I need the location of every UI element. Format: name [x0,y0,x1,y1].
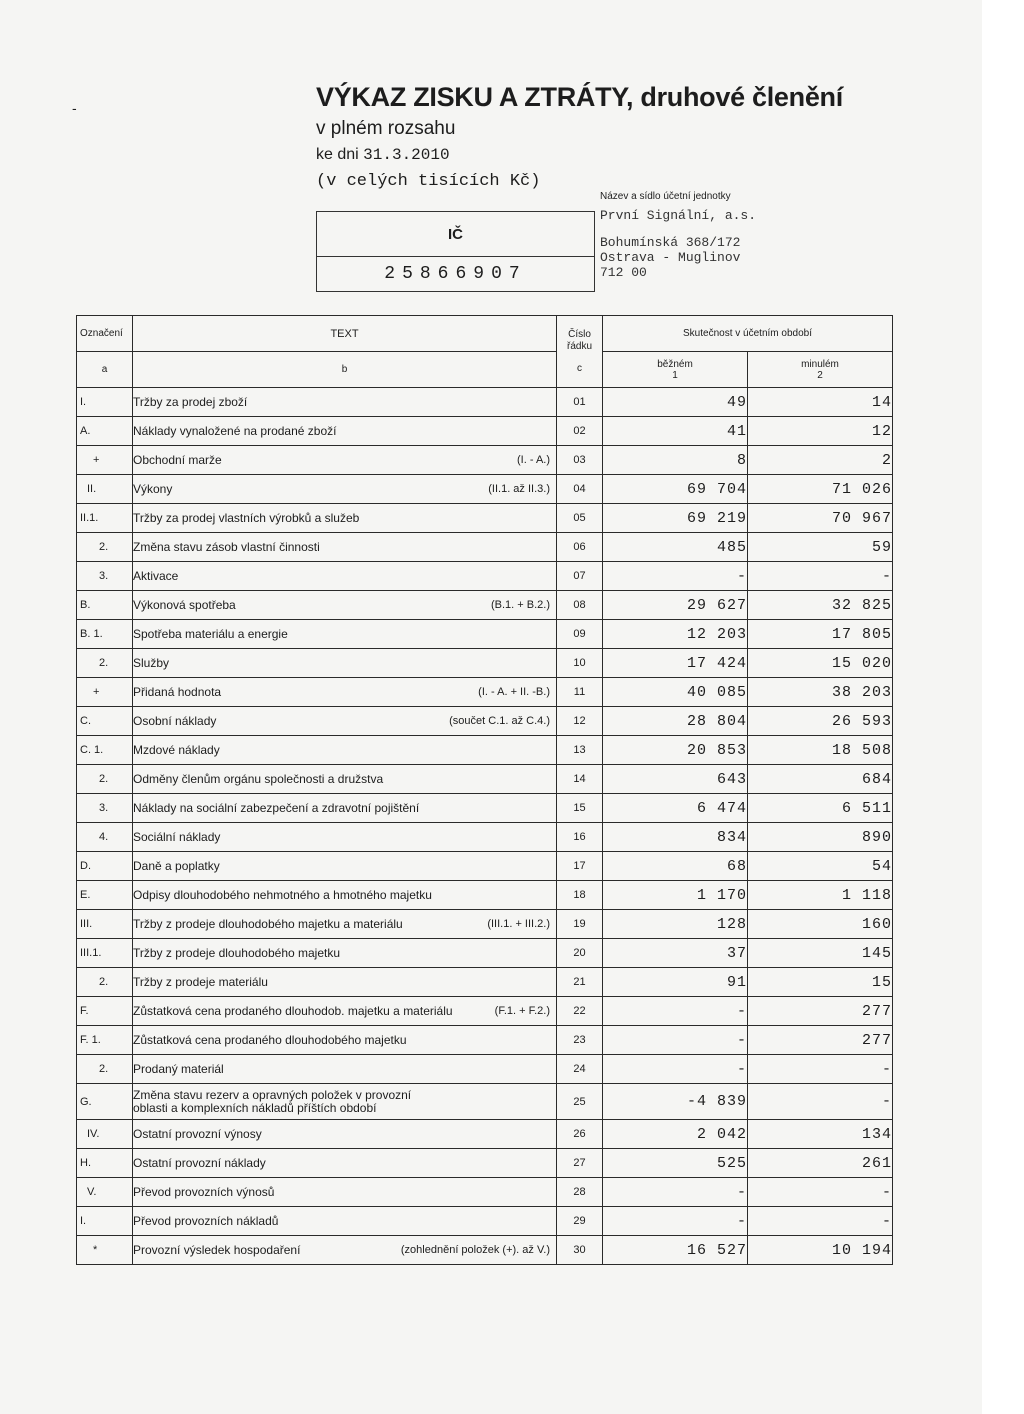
row-current-value: - [603,1207,748,1236]
row-text: Ostatní provozní výnosy [133,1127,262,1141]
row-line-number: 08 [557,591,603,620]
row-text-cell [133,1084,557,1120]
ic-box [316,211,595,292]
row-formula-note: (součet C.1. až C.4.) [449,715,550,727]
row-mark: I. [77,1207,133,1236]
row-current-value: - [603,1178,748,1207]
row-mark: H. [77,1149,133,1178]
page-subtitle: v plném rozsahu [316,118,456,139]
row-text-cell [133,1236,557,1265]
header-bezne: běžném [657,358,693,370]
row-text: Zůstatková cena prodaného dlouhodob. majetku a materiálu [133,1004,453,1018]
header-n1: 1 [672,369,678,381]
table-row [77,591,893,620]
row-previous-value: 54 [748,852,893,881]
row-text: Odměny členům orgánu společnosti a družstva [133,772,384,786]
row-text-cell [133,533,557,562]
row-current-value: 6 474 [603,794,748,823]
page-edge [982,0,1024,1414]
row-mark: 2. [77,649,133,678]
row-line-number: 27 [557,1149,603,1178]
row-formula-note: (zohlednění položek (+). až V.) [400,1244,550,1256]
row-previous-value: 261 [748,1149,893,1178]
row-text: Ostatní provozní náklady [133,1156,266,1170]
row-formula-note: (I. - A.) [517,454,550,466]
table-row [77,736,893,765]
row-text-cell [133,852,557,881]
row-text: Výkony [133,482,173,496]
row-line-number: 06 [557,533,603,562]
row-text-cell [133,707,557,736]
row-formula-note: (III.1. + III.2.) [487,918,550,930]
row-mark: III. [77,910,133,939]
row-line-number: 22 [557,997,603,1026]
table-row [77,1026,893,1055]
row-previous-value: 160 [748,910,893,939]
row-text-cell [133,823,557,852]
row-current-value: 29 627 [603,591,748,620]
row-text-cell [133,475,557,504]
row-previous-value: 6 511 [748,794,893,823]
header-a: a [77,352,133,388]
row-previous-value: 12 [748,417,893,446]
row-line-number: 17 [557,852,603,881]
row-text: Změna stavu zásob vlastní činnosti [133,540,320,554]
row-current-value: 2 042 [603,1120,748,1149]
row-text: Náklady na sociální zabezpečení a zdravotní pojištění [133,801,420,815]
row-previous-value: 15 [748,968,893,997]
row-previous-value: 59 [748,533,893,562]
row-previous-value: 277 [748,997,893,1026]
row-current-value: 37 [603,939,748,968]
table-row [77,1120,893,1149]
row-mark: A. [77,417,133,446]
row-text: Tržby z prodeje dlouhodobého majetku [133,946,341,960]
table-row [77,1207,893,1236]
ic-value: 25866907 [384,264,527,284]
row-text: Tržby z prodeje materiálu [133,975,268,989]
header-minule: minulém [801,358,839,370]
header-c: c [577,363,582,374]
row-current-value: 20 853 [603,736,748,765]
row-previous-value: 17 805 [748,620,893,649]
table-row [77,1055,893,1084]
row-line-number: 02 [557,417,603,446]
row-text-cell [133,910,557,939]
row-text-cell [133,388,557,417]
table-row [77,1236,893,1265]
row-current-value: 69 704 [603,475,748,504]
row-mark: G. [77,1084,133,1120]
row-text: Přidaná hodnota [133,685,222,699]
table-row [77,1178,893,1207]
row-current-value: 68 [603,852,748,881]
row-text-cell [133,678,557,707]
row-mark: 3. [77,562,133,591]
row-text-cell [133,1026,557,1055]
row-current-value: 128 [603,910,748,939]
report-date: 31.3.2010 [363,146,450,164]
header-oznaceni: Označení [77,316,133,352]
row-previous-value: 10 194 [748,1236,893,1265]
row-previous-value: 890 [748,823,893,852]
row-mark: III.1. [77,939,133,968]
row-text: Daně a poplatky [133,859,220,873]
table-row [77,707,893,736]
row-current-value: 91 [603,968,748,997]
row-text: Sociální náklady [133,830,221,844]
row-text-cell [133,562,557,591]
company-city: Ostrava - Muglinov [600,250,741,265]
row-mark: F. 1. [77,1026,133,1055]
row-text-cell [133,939,557,968]
row-text: Mzdové náklady [133,743,220,757]
row-mark: 2. [77,1055,133,1084]
table-row [77,388,893,417]
header-skutecnost: Skutečnost v účetním období [603,316,893,352]
row-text-cell [133,620,557,649]
header-dash: - [72,100,77,116]
row-text: Převod provozních nákladů [133,1214,279,1228]
table-row [77,939,893,968]
table-subheader-row [77,352,893,388]
row-mark: * [77,1236,133,1265]
row-mark: IV. [77,1120,133,1149]
row-mark: 2. [77,968,133,997]
units-note: (v celých tisících Kč) [316,172,541,191]
row-text: Odpisy dlouhodobého nehmotného a hmotného majetku [133,888,432,902]
table-row [77,533,893,562]
table-body [77,388,893,1265]
row-text: Zůstatková cena prodaného dlouhodobého majetku [133,1033,407,1047]
row-text-cell [133,968,557,997]
row-text-cell [133,765,557,794]
row-line-number: 25 [557,1084,603,1120]
row-current-value: 41 [603,417,748,446]
row-previous-value: 145 [748,939,893,968]
row-current-value: 16 527 [603,1236,748,1265]
row-current-value: 834 [603,823,748,852]
row-text: Náklady vynaložené na prodané zboží [133,424,337,438]
row-current-value: -4 839 [603,1084,748,1120]
ic-label: IČ [448,226,463,243]
row-mark: B. [77,591,133,620]
header-current-period [603,352,748,388]
row-previous-value: - [748,1178,893,1207]
row-line-number: 01 [557,388,603,417]
company-label: Název a sídlo účetní jednotky [600,191,731,202]
row-line-number: 03 [557,446,603,475]
row-text: Obchodní marže [133,453,222,467]
row-current-value: 1 170 [603,881,748,910]
header-n2: 2 [817,369,823,381]
row-line-number: 05 [557,504,603,533]
row-previous-value: - [748,1055,893,1084]
row-line-number: 24 [557,1055,603,1084]
income-statement-table [76,315,893,1265]
header-cislo-radku: Číslo řádku [566,329,592,352]
row-text: Tržby za prodej vlastních výrobků a služeb [133,511,360,525]
row-previous-value: 14 [748,388,893,417]
table-row [77,881,893,910]
row-previous-value: 1 118 [748,881,893,910]
row-previous-value: - [748,1084,893,1120]
table-row [77,910,893,939]
row-text: Výkonová spotřeba [133,598,236,612]
row-mark: II.1. [77,504,133,533]
table-header-row [77,316,893,352]
row-line-number: 09 [557,620,603,649]
date-prefix: ke dni [316,146,359,163]
row-line-number: 07 [557,562,603,591]
row-current-value: - [603,562,748,591]
table-row [77,852,893,881]
row-line-number: 14 [557,765,603,794]
row-text-cell [133,446,557,475]
row-mark: 2. [77,533,133,562]
row-line-number: 15 [557,794,603,823]
row-previous-value: - [748,562,893,591]
company-street: Bohumínská 368/172 [600,235,741,250]
row-line-number: 13 [557,736,603,765]
table-row [77,1149,893,1178]
table-row [77,475,893,504]
table-row [77,504,893,533]
row-mark: E. [77,881,133,910]
row-formula-note: (II.1. až II.3.) [488,483,550,495]
row-previous-value: 71 026 [748,475,893,504]
page-title: VÝKAZ ZISKU A ZTRÁTY, druhové členění [316,82,843,112]
row-mark: C. 1. [77,736,133,765]
row-text: Aktivace [133,569,179,583]
row-current-value: 28 804 [603,707,748,736]
row-formula-note: (B.1. + B.2.) [491,599,550,611]
row-text-cell [133,794,557,823]
table-row [77,765,893,794]
row-line-number: 26 [557,1120,603,1149]
report-date-line [316,146,450,164]
row-line-number: 19 [557,910,603,939]
row-text: Změna stavu rezerv a opravných položek v provozní oblasti a komplexních nákladů příštích období [133,1087,412,1115]
row-previous-value: 134 [748,1120,893,1149]
row-mark: F. [77,997,133,1026]
row-line-number: 23 [557,1026,603,1055]
row-current-value: - [603,997,748,1026]
row-line-number: 18 [557,881,603,910]
row-text: Prodaný materiál [133,1062,224,1076]
row-formula-note: (I. - A. + II. -B.) [478,686,550,698]
row-text-cell [133,1055,557,1084]
row-text: Tržby z prodeje dlouhodobého majetku a materiálu [133,917,403,931]
company-zip: 712 00 [600,265,647,280]
row-text-cell [133,1207,557,1236]
row-current-value: 485 [603,533,748,562]
row-current-value: 40 085 [603,678,748,707]
table-row [77,997,893,1026]
row-text-cell [133,649,557,678]
table-row [77,794,893,823]
row-current-value: 12 203 [603,620,748,649]
table-row [77,446,893,475]
row-current-value: - [603,1026,748,1055]
header-previous-period [748,352,893,388]
table-row [77,417,893,446]
table-row [77,620,893,649]
row-current-value: 49 [603,388,748,417]
row-text: Převod provozních výnosů [133,1185,275,1199]
header-b: b [133,352,557,388]
row-previous-value: - [748,1207,893,1236]
ic-divider [317,256,594,257]
row-mark: C. [77,707,133,736]
row-text: Osobní náklady [133,714,217,728]
row-mark: D. [77,852,133,881]
row-mark: B. 1. [77,620,133,649]
row-line-number: 11 [557,678,603,707]
table-row [77,562,893,591]
row-current-value: - [603,1055,748,1084]
row-previous-value: 38 203 [748,678,893,707]
row-text-cell [133,591,557,620]
table-row [77,649,893,678]
row-formula-note: (F.1. + F.2.) [494,1005,550,1017]
company-name: První Signální, a.s. [600,208,757,223]
row-text-cell [133,417,557,446]
row-line-number: 12 [557,707,603,736]
row-text-cell [133,881,557,910]
row-current-value: 525 [603,1149,748,1178]
row-text: Provozní výsledek hospodaření [133,1243,301,1257]
row-mark: V. [77,1178,133,1207]
row-line-number: 10 [557,649,603,678]
table-row [77,968,893,997]
row-previous-value: 70 967 [748,504,893,533]
row-text-cell [133,1149,557,1178]
header-line-number [557,316,603,388]
row-text: Služby [133,656,170,670]
row-current-value: 17 424 [603,649,748,678]
row-line-number: 20 [557,939,603,968]
header-text: TEXT [133,316,557,352]
row-text-cell [133,997,557,1026]
row-text: Spotřeba materiálu a energie [133,627,288,641]
row-line-number: 30 [557,1236,603,1265]
row-line-number: 29 [557,1207,603,1236]
row-previous-value: 15 020 [748,649,893,678]
row-text: Tržby za prodej zboží [133,395,248,409]
row-mark: II. [77,475,133,504]
row-line-number: 04 [557,475,603,504]
row-previous-value: 18 508 [748,736,893,765]
row-previous-value: 277 [748,1026,893,1055]
row-text-cell [133,504,557,533]
row-line-number: 21 [557,968,603,997]
row-mark: 4. [77,823,133,852]
row-previous-value: 32 825 [748,591,893,620]
company-info [600,191,756,280]
row-mark: 2. [77,765,133,794]
row-line-number: 28 [557,1178,603,1207]
row-current-value: 643 [603,765,748,794]
row-mark: + [77,678,133,707]
table-row [77,1084,893,1120]
row-current-value: 69 219 [603,504,748,533]
row-text-cell [133,1120,557,1149]
row-previous-value: 684 [748,765,893,794]
row-previous-value: 2 [748,446,893,475]
row-mark: + [77,446,133,475]
row-previous-value: 26 593 [748,707,893,736]
row-text-cell [133,736,557,765]
row-line-number: 16 [557,823,603,852]
table-row [77,678,893,707]
row-mark: I. [77,388,133,417]
row-current-value: 8 [603,446,748,475]
row-mark: 3. [77,794,133,823]
row-text-cell [133,1178,557,1207]
table-row [77,823,893,852]
